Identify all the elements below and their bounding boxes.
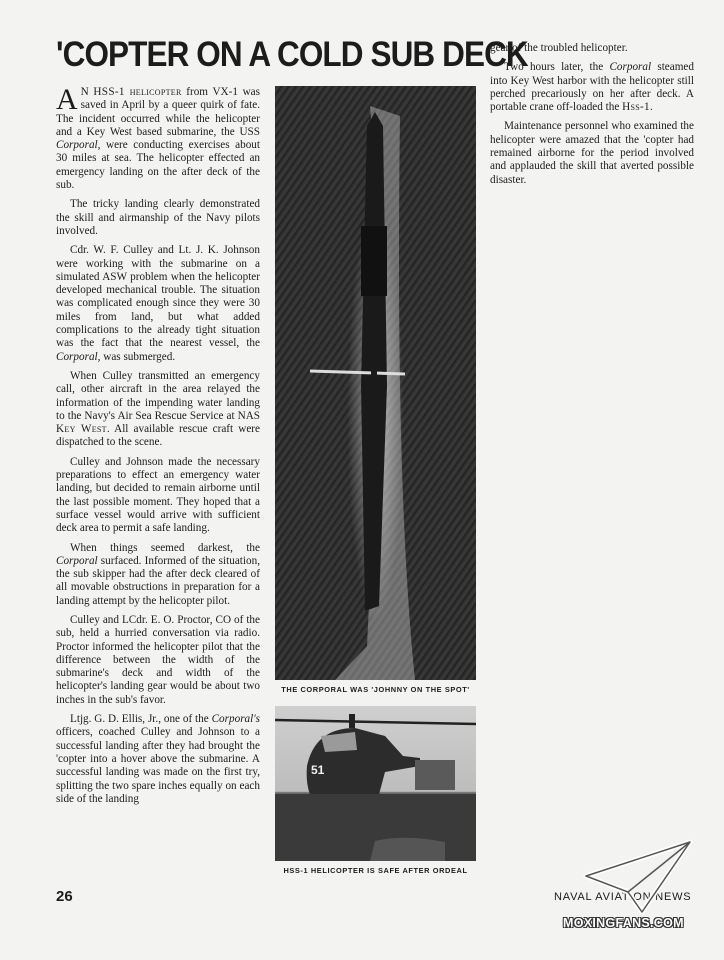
p8-text-b: officers, coached Culley and Johnson to a successful landing after they had brought the 'copter into a hover above the submarine. A successful landing was made on the first try, splitting the two spare inches equally on each side of the landing (56, 726, 260, 805)
right-paragraph-1: gear of the troubled helicopter. (490, 42, 628, 54)
rp2-text-c: . (649, 101, 653, 114)
p4-text-b: . All available rescue craft were dispatched to the scene. (56, 423, 260, 449)
drop-cap: A (56, 83, 78, 116)
helicopter-number: 51 (311, 763, 325, 777)
left-text-column (56, 83, 260, 812)
p1-smallcaps: HSS-1 helicopter (93, 86, 182, 98)
p3-text-b: was submerged. (100, 350, 176, 363)
right-paragraph-2 (490, 61, 694, 114)
paragraph-7: Culley and LCdr. E. O. Proctor, CO of the sub, held a hurried conversation via radio. Proctor informed the helicopter pilot that the difference between the width of the submarine's deck and width of the helicopter's landing gear would be about two inches in the sub's favor. (56, 613, 260, 706)
p8-italic: Corporal's (211, 713, 260, 726)
helicopter-photo-caption: HSS-1 HELICOPTER IS SAFE AFTER ORDEAL (283, 866, 468, 875)
p6-italic: Corporal (56, 554, 98, 567)
submarine-photo-caption: THE CORPORAL WAS 'JOHNNY ON THE SPOT' (281, 685, 470, 694)
p1-italic: Corporal, (56, 139, 101, 152)
paragraph-6 (56, 542, 260, 608)
page-number: 26 (56, 888, 73, 905)
submarine-illustration (275, 86, 476, 680)
p1-text-c: were conducting exercises about 30 miles at sea. The helicopter effected an emergency landing on the after deck of the sub. (56, 139, 260, 192)
paragraph-8 (56, 713, 260, 806)
helicopter-photo (275, 706, 476, 861)
rp2-text-a: Two hours later, the (504, 61, 610, 74)
article-headline: 'COPTER ON A COLD SUB DECK (56, 35, 528, 74)
p1-text-a: N (80, 86, 94, 98)
p3-italic: Corporal, (56, 350, 101, 363)
p4-smallcaps: Key West (56, 423, 107, 436)
rp2-text-b: steamed into Key West harbor with the helicopter still perched precariously on her after deck. A portable crane off-loaded the (490, 61, 694, 114)
magazine-name: NAVAL AVIATION NEWS (554, 891, 692, 903)
paragraph-2: The tricky landing clearly demonstrated the skill and airmanship of the Navy pilots involved. (56, 198, 260, 237)
p6-text-b: surfaced. Informed of the situation, the sub skipper had the after deck cleared of all movable obstructions in preparation for a landing attempt by the helicopter pilot. (56, 554, 260, 607)
right-text-column (490, 42, 694, 193)
paragraph-3 (56, 244, 260, 364)
rp2-smallcaps: Hss-1 (622, 101, 650, 114)
p4-text-a: When Culley transmitted an emergency call, other aircraft in the area relayed the information of the impending water landing to the Navy's Air Sea Rescue Service at NAS (56, 369, 260, 422)
p8-text-a: Ltjg. G. D. Ellis, Jr., one of the (70, 713, 212, 726)
right-paragraph-3: Maintenance personnel who examined the helicopter were amazed that the 'copter had remained airborne for the period involved and applauded the skill that averted possible disaster. (490, 120, 694, 186)
paragraph-5: Culley and Johnson made the necessary preparations to effect an emergency water landing, but decided to remain airborne until the last possible moment. They hoped that a surface vessel would arrive with sufficient deck area to permit a safe landing. (56, 455, 260, 535)
rp2-italic: Corporal (609, 61, 652, 74)
submarine-photo (275, 86, 476, 680)
p3-text-a: Cdr. W. F. Culley and Lt. J. K. Johnson were working with the submarine on a simulated ASW problem when the helicopter developed mechanical trouble. The situation was complicated enough since they were 30 miles from land, but what added complications to the already tight situation was the fact that the nearest vessel, the (56, 244, 260, 350)
paragraph-4 (56, 370, 260, 450)
p1-text-b: from VX-1 was saved in April by a queer quirk of fate. The incident occurred while the helicopter and a Key West based submarine, the USS (56, 86, 260, 138)
helicopter-illustration (275, 706, 476, 861)
paragraph-1 (56, 83, 260, 192)
watermark-text: MOXINGFANS.COM (563, 916, 684, 930)
p6-text-a: When things seemed darkest, the (70, 541, 260, 554)
